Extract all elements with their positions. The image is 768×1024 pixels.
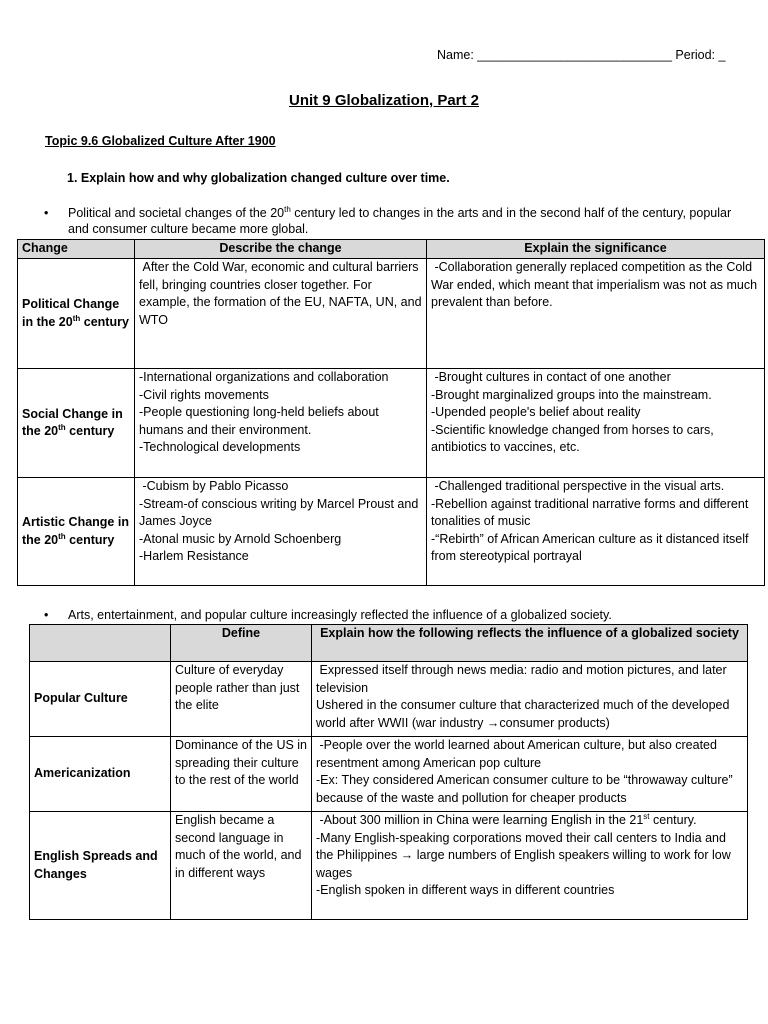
name-period-line: Name: ____________________________ Period: _ xyxy=(437,48,726,62)
explain-post: century. xyxy=(649,813,697,827)
row-label-cell xyxy=(18,478,135,586)
row-label-sup: th xyxy=(58,422,66,432)
describe-line: -Civil rights movements xyxy=(139,387,269,402)
describe-cell xyxy=(135,478,427,586)
significance-cell xyxy=(427,259,765,369)
bullet-1-post: century led to changes in the arts and in the second half of the century, popular and consumer culture became more global. xyxy=(68,206,732,236)
describe-line: After the Cold War, economic and cultural barriers fell, bringing countries closer together. For example, the formation of the EU, NAFTA, UN, and WTO xyxy=(139,260,426,327)
culture-change-table xyxy=(17,239,765,586)
describe-line: -Atonal music by Arnold Schoenberg xyxy=(139,531,342,546)
row-label-cell xyxy=(18,259,135,369)
define-cell: English became a second language in much of the world, and in different ways xyxy=(171,812,312,920)
col-header-define: Define xyxy=(171,625,312,662)
table-row xyxy=(18,478,765,586)
significance-line: -Collaboration generally replaced competition as the Cold War ended, which meant that imperialism was not as much prevalent than before. xyxy=(431,260,761,309)
explain-line: -Many English-speaking corporations moved their call centers to India and the Philippines → large numbers of English speakers willing to work for low wages xyxy=(316,830,735,880)
table-header-row xyxy=(30,625,748,662)
explain-sup: st xyxy=(643,811,650,821)
question-1: 1. Explain how and why globalization changed culture over time. xyxy=(67,171,450,185)
row-label-sup: th xyxy=(58,531,66,541)
bullet-2 xyxy=(44,607,748,623)
page-title xyxy=(0,92,768,109)
explain-cell xyxy=(312,737,748,812)
table-header-row xyxy=(18,240,765,259)
significance-cell xyxy=(427,478,765,586)
row-label-cell: Popular Culture xyxy=(30,662,171,737)
explain-line: -People over the world learned about American culture, but also created resentment among American pop culture xyxy=(316,738,721,770)
describe-line: -International organizations and collaboration xyxy=(139,370,389,384)
describe-line: -Harlem Resistance xyxy=(139,549,249,563)
define-cell: Culture of everyday people rather than just the elite xyxy=(171,662,312,737)
row-label-pre: Political Change in the 20 xyxy=(22,297,120,329)
bullet-dot: • xyxy=(44,608,49,622)
bullet-1-pre: Political and societal changes of the 20 xyxy=(68,206,285,220)
globalized-society-table xyxy=(29,624,748,920)
explain-pre: -About 300 million in China were learning English in the 21 xyxy=(316,813,644,827)
col-header-explain: Explain how the following reflects the influence of a globalized society xyxy=(312,625,748,662)
row-label-cell xyxy=(18,369,135,478)
row-label-post: century xyxy=(65,424,115,438)
explain-line: Expressed itself through news media: radio and motion pictures, and later television xyxy=(316,663,731,695)
table-row xyxy=(18,259,765,369)
describe-cell xyxy=(135,259,427,369)
topic-heading: Topic 9.6 Globalized Culture After 1900 xyxy=(45,134,276,148)
significance-line: -“Rebirth” of African American culture as it distanced itself from stereotypical portrayal xyxy=(431,531,752,563)
significance-line: -Challenged traditional perspective in the visual arts. xyxy=(431,479,725,493)
significance-line: -Brought cultures in contact of one another xyxy=(431,370,671,384)
col-header-significance: Explain the significance xyxy=(427,240,765,259)
bullet-dot: • xyxy=(44,206,49,220)
explain-line: Ushered in the consumer culture that characterized much of the developed world after WWII (war industry →consumer products) xyxy=(316,698,733,730)
explain-cell xyxy=(312,812,748,920)
significance-line: -Upended people's belief about reality xyxy=(431,405,641,419)
row-label-pre: Artistic Change in the 20 xyxy=(22,515,129,547)
page-title-text: Unit 9 Globalization, Part 2 xyxy=(288,92,480,109)
table-row xyxy=(30,737,748,812)
explain-line xyxy=(316,812,743,830)
describe-cell xyxy=(135,369,427,478)
bullet-2-text: Arts, entertainment, and popular culture increasingly reflected the influence of a globalized society. xyxy=(68,608,612,622)
describe-line: -Technological developments xyxy=(139,440,301,454)
explain-line: -Ex: They considered American consumer culture to be “throwaway culture” because of the waste and pollution for cheaper products xyxy=(316,773,737,805)
row-label-post: century xyxy=(80,314,129,329)
explain-line: -English spoken in different ways in different countries xyxy=(316,883,615,897)
table-row xyxy=(30,662,748,737)
col-header-describe: Describe the change xyxy=(135,240,427,259)
describe-line: -People questioning long-held beliefs about humans and their environment. xyxy=(139,405,383,437)
bullet-1-sup: th xyxy=(284,204,291,214)
row-label-sup: th xyxy=(72,313,81,323)
row-label-cell: Americanization xyxy=(30,737,171,812)
col-header-change: Change xyxy=(18,240,135,259)
significance-line: -Scientific knowledge changed from horses to cars, antibiotics to vaccines, etc. xyxy=(431,422,718,454)
describe-line: -Cubism by Pablo Picasso xyxy=(139,479,289,493)
row-label-cell: English Spreads and Changes xyxy=(30,812,171,920)
row-label-pre: Social Change in the 20 xyxy=(22,406,123,438)
row-label-post: century xyxy=(65,532,115,547)
define-cell: Dominance of the US in spreading their culture to the rest of the world xyxy=(171,737,312,812)
table-row xyxy=(30,812,748,920)
significance-line: -Brought marginalized groups into the mainstream. xyxy=(431,387,712,402)
table-row xyxy=(18,369,765,478)
explain-cell xyxy=(312,662,748,737)
bullet-1 xyxy=(44,204,748,237)
significance-cell xyxy=(427,369,765,478)
describe-line: -Stream-of conscious writing by Marcel Proust and James Joyce xyxy=(139,496,422,528)
col-header-blank xyxy=(30,625,171,662)
significance-line: -Rebellion against traditional narrative forms and different tonalities of music xyxy=(431,496,752,528)
